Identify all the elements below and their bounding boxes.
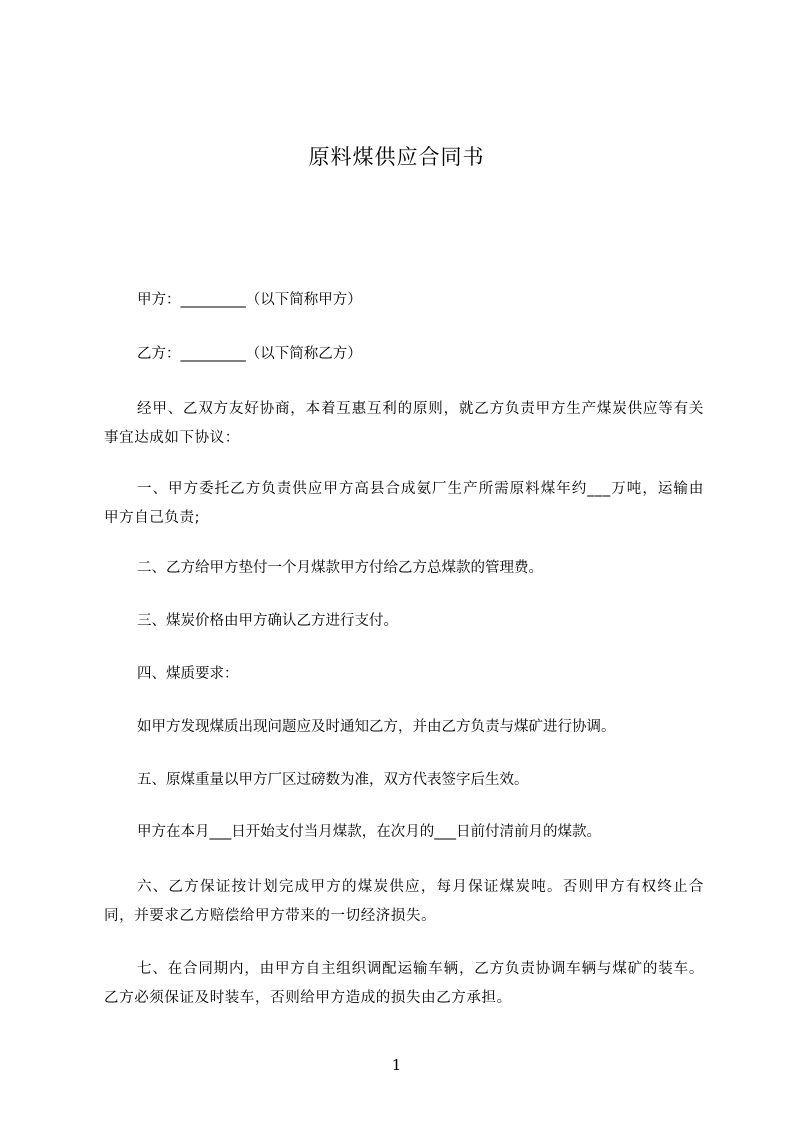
clause-1-paragraph: 一、甲方委托乙方负责供应甲方高县合成氨厂生产所需原料煤年约___万吨，运输由甲方自己负责; — [104, 481, 704, 526]
page-number: 1 — [391, 1056, 402, 1074]
payment-line: 甲方在本月___日开始支付当月煤款，在次月的___日前付清前月的煤款。 — [137, 824, 601, 840]
clause-5-line: 五、原煤重量以甲方厂区过磅数为准，双方代表签字后生效。 — [137, 772, 529, 788]
clause-4-line: 四、煤质要求： — [137, 666, 239, 682]
party-b-line: 乙方：_________（以下简称乙方） — [137, 346, 362, 362]
clause-7-paragraph: 七、在合同期内，由甲方自主组织调配运输车辆，乙方负责协调车辆与煤矿的装车。乙方必须保证及时装车，否则给甲方造成的损失由乙方承担。 — [104, 961, 704, 1006]
clause-2-line: 二、乙方给甲方垫付一个月煤款甲方付给乙方总煤款的管理费。 — [137, 560, 543, 576]
clause-3-line: 三、煤炭价格由甲方确认乙方进行支付。 — [137, 613, 398, 629]
clause-6-paragraph: 六、乙方保证按计划完成甲方的煤炭供应，每月保证煤炭吨。否则甲方有权终止合同，并要求乙方赔偿给甲方带来的一切经济损失。 — [104, 879, 704, 924]
party-a-line: 甲方：_________（以下简称甲方） — [137, 292, 362, 308]
clause-4-detail-line: 如甲方发现煤质出现问题应及时通知乙方，并由乙方负责与煤矿进行协调。 — [137, 719, 616, 735]
document-title: 原料煤供应合同书 — [308, 145, 485, 169]
intro-paragraph: 经甲、乙双方友好协商，本着互惠互利的原则，就乙方负责甲方生产煤炭供应等有关事宜达成如下协议： — [104, 401, 704, 446]
